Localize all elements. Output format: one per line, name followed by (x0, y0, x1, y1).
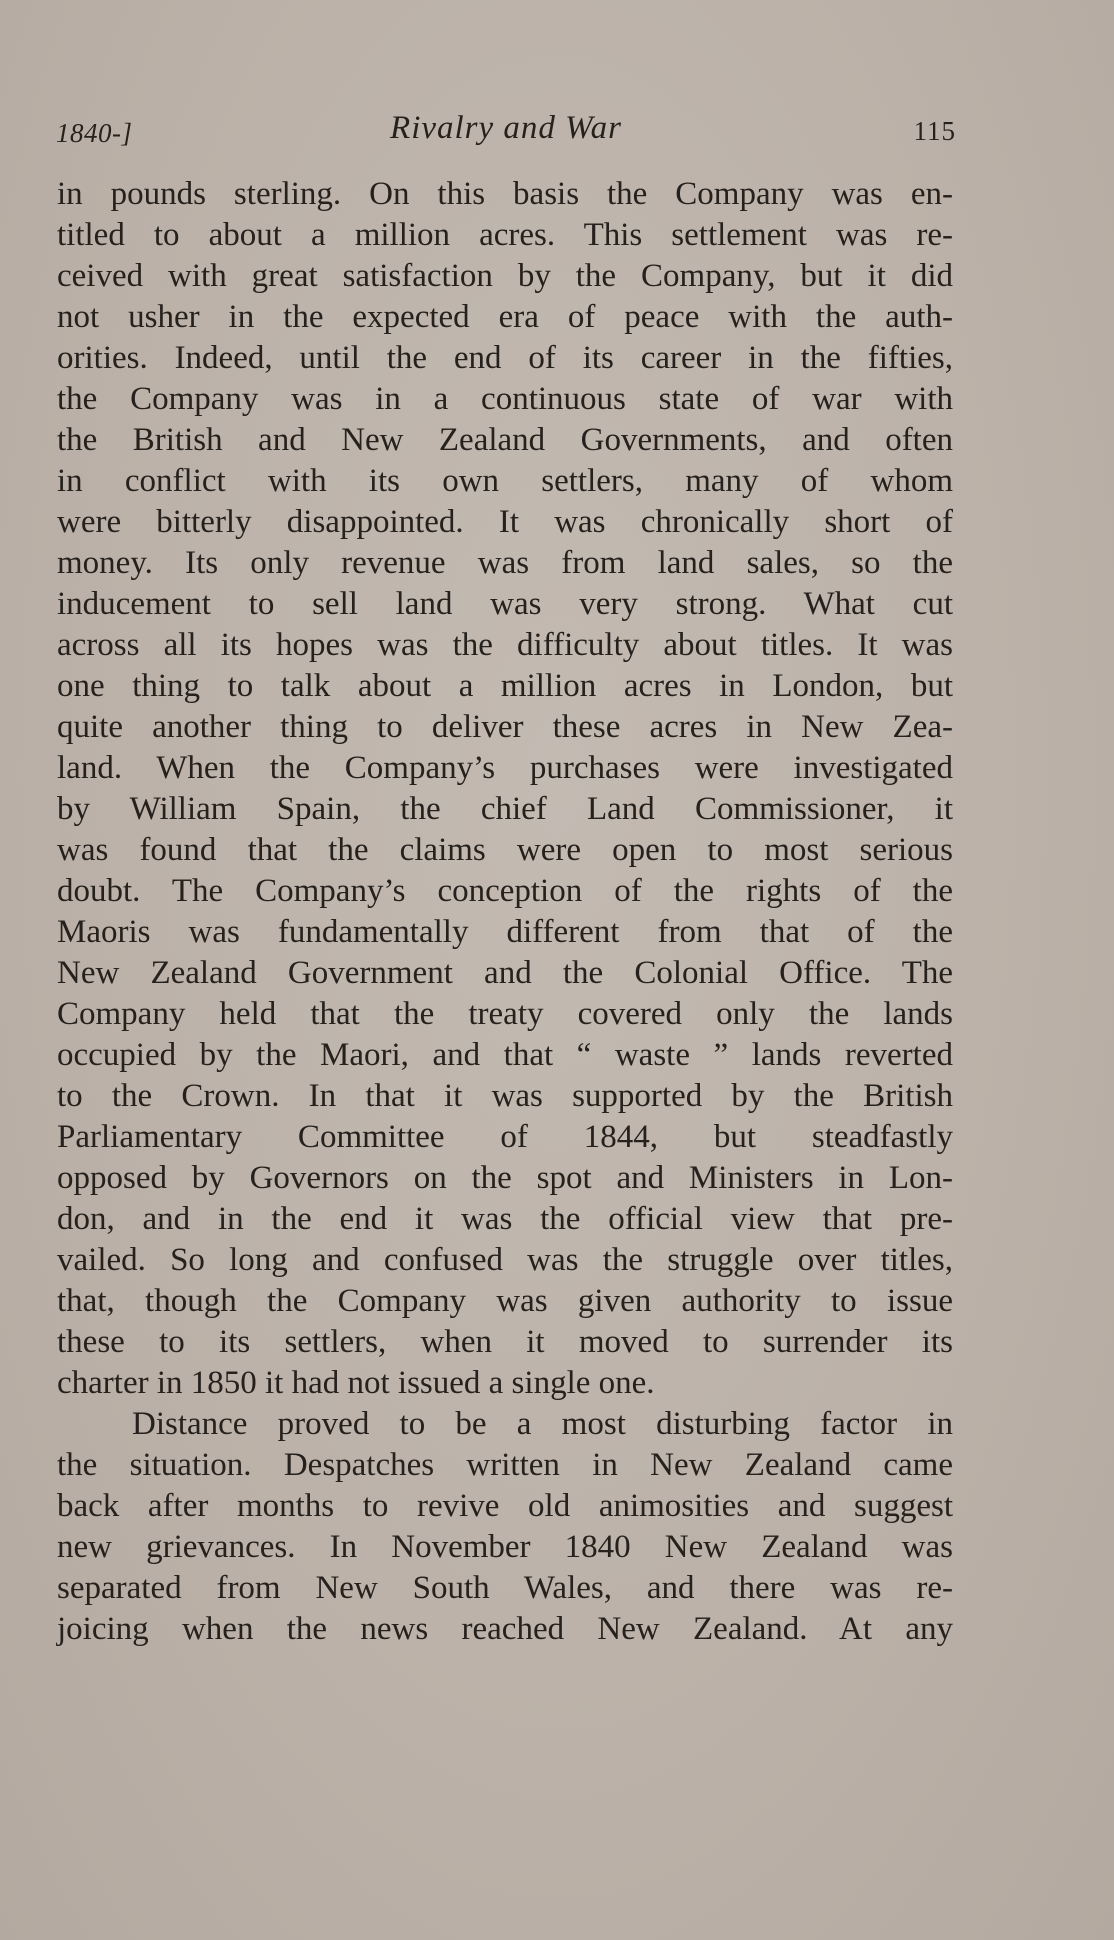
text-line: opposed by Governors on the spot and Ministers in Lon- (57, 1160, 953, 1196)
text-line: Parliamentary Committee of 1844, but steadfastly (57, 1119, 953, 1155)
text-line: titled to about a million acres. This settlement was re- (57, 217, 953, 253)
page-number: 115 (913, 116, 956, 146)
text-line: money. Its only revenue was from land sales, so the (57, 545, 953, 581)
text-line: not usher in the expected era of peace with the auth- (57, 299, 953, 335)
text-line: don, and in the end it was the official view that pre- (57, 1201, 953, 1237)
text-line: separated from New South Wales, and there was re- (57, 1570, 953, 1606)
text-line: in conflict with its own settlers, many of whom (57, 463, 953, 499)
text-line: the situation. Despatches written in New Zealand came (57, 1447, 953, 1483)
running-head-title: Rivalry and War (390, 110, 622, 146)
paragraph-end-line: charter in 1850 it had not issued a single one. (57, 1365, 655, 1401)
text-line: these to its settlers, when it moved to surrender its (57, 1324, 953, 1360)
text-line: to the Crown. In that it was supported by the British (57, 1078, 953, 1114)
text-line: occupied by the Maori, and that “ waste ” lands reverted (57, 1037, 953, 1073)
text-line: the British and New Zealand Governments, and often (57, 422, 953, 458)
paragraph-start-line: Distance proved to be a most disturbing factor in (132, 1406, 953, 1442)
text-line: joicing when the news reached New Zealand. At any (57, 1611, 953, 1647)
body-text (57, 174, 953, 1650)
text-line: new grievances. In November 1840 New Zealand was (57, 1529, 953, 1565)
text-line: inducement to sell land was very strong. What cut (57, 586, 953, 622)
running-head-date: 1840-] (56, 118, 133, 148)
text-line: were bitterly disappointed. It was chronically short of (57, 504, 953, 540)
text-line: that, though the Company was given authority to issue (57, 1283, 953, 1319)
text-line: across all its hopes was the difficulty about titles. It was (57, 627, 953, 663)
running-head (56, 110, 956, 154)
text-line: ceived with great satisfaction by the Company, but it did (57, 258, 953, 294)
text-line: quite another thing to deliver these acres in New Zea- (57, 709, 953, 745)
text-line: orities. Indeed, until the end of its career in the fifties, (57, 340, 953, 376)
text-line: land. When the Company’s purchases were investigated (57, 750, 953, 786)
text-line: back after months to revive old animosities and suggest (57, 1488, 953, 1524)
text-line: by William Spain, the chief Land Commissioner, it (57, 791, 953, 827)
text-line: in pounds sterling. On this basis the Company was en- (57, 176, 953, 212)
text-line: New Zealand Government and the Colonial Office. The (57, 955, 953, 991)
text-line: one thing to talk about a million acres in London, but (57, 668, 953, 704)
text-line: Maoris was fundamentally different from that of the (57, 914, 953, 950)
text-line: Company held that the treaty covered only the lands (57, 996, 953, 1032)
text-line: the Company was in a continuous state of war with (57, 381, 953, 417)
text-line: doubt. The Company’s conception of the rights of the (57, 873, 953, 909)
text-line: vailed. So long and confused was the struggle over titles, (57, 1242, 953, 1278)
text-line: was found that the claims were open to most serious (57, 832, 953, 868)
